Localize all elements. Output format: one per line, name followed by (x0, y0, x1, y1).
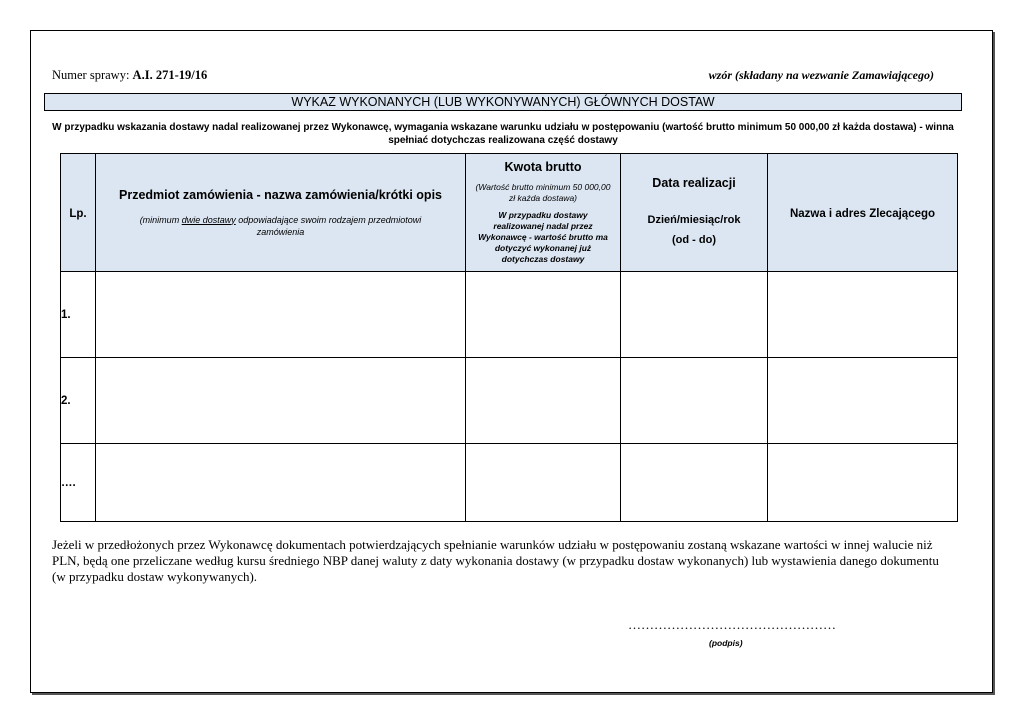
intro-text: W przypadku wskazania dostawy nadal realizowanej przez Wykonawcę, wymagania wskazane warunku udziału w postępowaniu (wartość brutto minimum 50 000,00 zł każda dostawa) - winna spełniać dotychczas realizowana część dostawy (52, 122, 954, 146)
row-lp: 2. (61, 358, 96, 444)
row-subject-cell[interactable] (96, 272, 466, 358)
signature-label: (podpis) (709, 638, 743, 648)
row-amount-cell[interactable] (466, 358, 621, 444)
header-date (621, 154, 768, 272)
header-amount (466, 154, 621, 272)
row-date-cell[interactable] (621, 358, 768, 444)
row-client-cell[interactable] (768, 358, 958, 444)
table-header-row (61, 154, 958, 272)
header-amount-note: (Wartość brutto minimum 50 000,00 zł każda dostawa) (475, 182, 611, 203)
case-number (52, 68, 207, 83)
signature-line: ………………………………………… (628, 617, 836, 632)
template-note: wzór (składany na wezwanie Zamawiającego) (708, 68, 934, 82)
subject-note-before: (minimum (139, 214, 182, 225)
subject-note-after: odpowiadające swoim rodzajem przedmiotowi zamówienia (235, 214, 422, 237)
row-client-cell[interactable] (768, 444, 958, 522)
deliveries-table (60, 153, 958, 522)
header-date-range: (od - do) (672, 233, 716, 246)
row-date-cell[interactable] (621, 272, 768, 358)
header-subject (96, 154, 466, 272)
header-date-label: Data realizacji (652, 175, 736, 190)
header-date-format: Dzień/miesiąc/rok (647, 213, 741, 226)
currency-note: Jeżeli w przedłożonych przez Wykonawcę dokumentach potwierdzających spełnianie warunków udziału w postępowaniu zostaną wskazane wartości w innej walucie niż PLN, będą one przeliczane według kursu średniego NBP danej waluty z daty wykonania dostawy (w przypadku dostaw wykonanych) lub wystawienia danego dokumentu (w przypadku dostaw wykonywanych). (52, 537, 939, 584)
table-row (61, 358, 958, 444)
row-client-cell[interactable] (768, 272, 958, 358)
table-row (61, 444, 958, 522)
header-client (768, 154, 958, 272)
table-row (61, 272, 958, 358)
header-subject-label: Przedmiot zamówienia - nazwa zamówienia/krótki opis (119, 187, 442, 202)
case-number-label: Numer sprawy: (52, 68, 133, 82)
row-subject-cell[interactable] (96, 358, 466, 444)
row-lp: …. (61, 444, 96, 522)
header-client-label: Nazwa i adres Zlecającego (789, 207, 936, 220)
row-amount-cell[interactable] (466, 272, 621, 358)
row-amount-cell[interactable] (466, 444, 621, 522)
header-amount-note2: W przypadku dostawy realizowanej nadal przez Wykonawcę - wartość brutto ma dotyczyć wykonanej już dotychczas dostawy (478, 210, 608, 264)
header-lp (61, 154, 96, 272)
document-title: WYKAZ WYKONANYCH (LUB WYKONYWANYCH) GŁÓWNYCH DOSTAW (44, 93, 962, 111)
header-amount-label: Kwota brutto (504, 160, 582, 174)
header-subject-note (96, 214, 465, 238)
header-lp-label: Lp. (69, 207, 87, 220)
case-number-value: A.I. 271-19/16 (132, 68, 208, 82)
row-subject-cell[interactable] (96, 444, 466, 522)
row-lp: 1. (61, 272, 96, 358)
subject-note-underlined: dwie dostawy (181, 214, 236, 225)
row-date-cell[interactable] (621, 444, 768, 522)
